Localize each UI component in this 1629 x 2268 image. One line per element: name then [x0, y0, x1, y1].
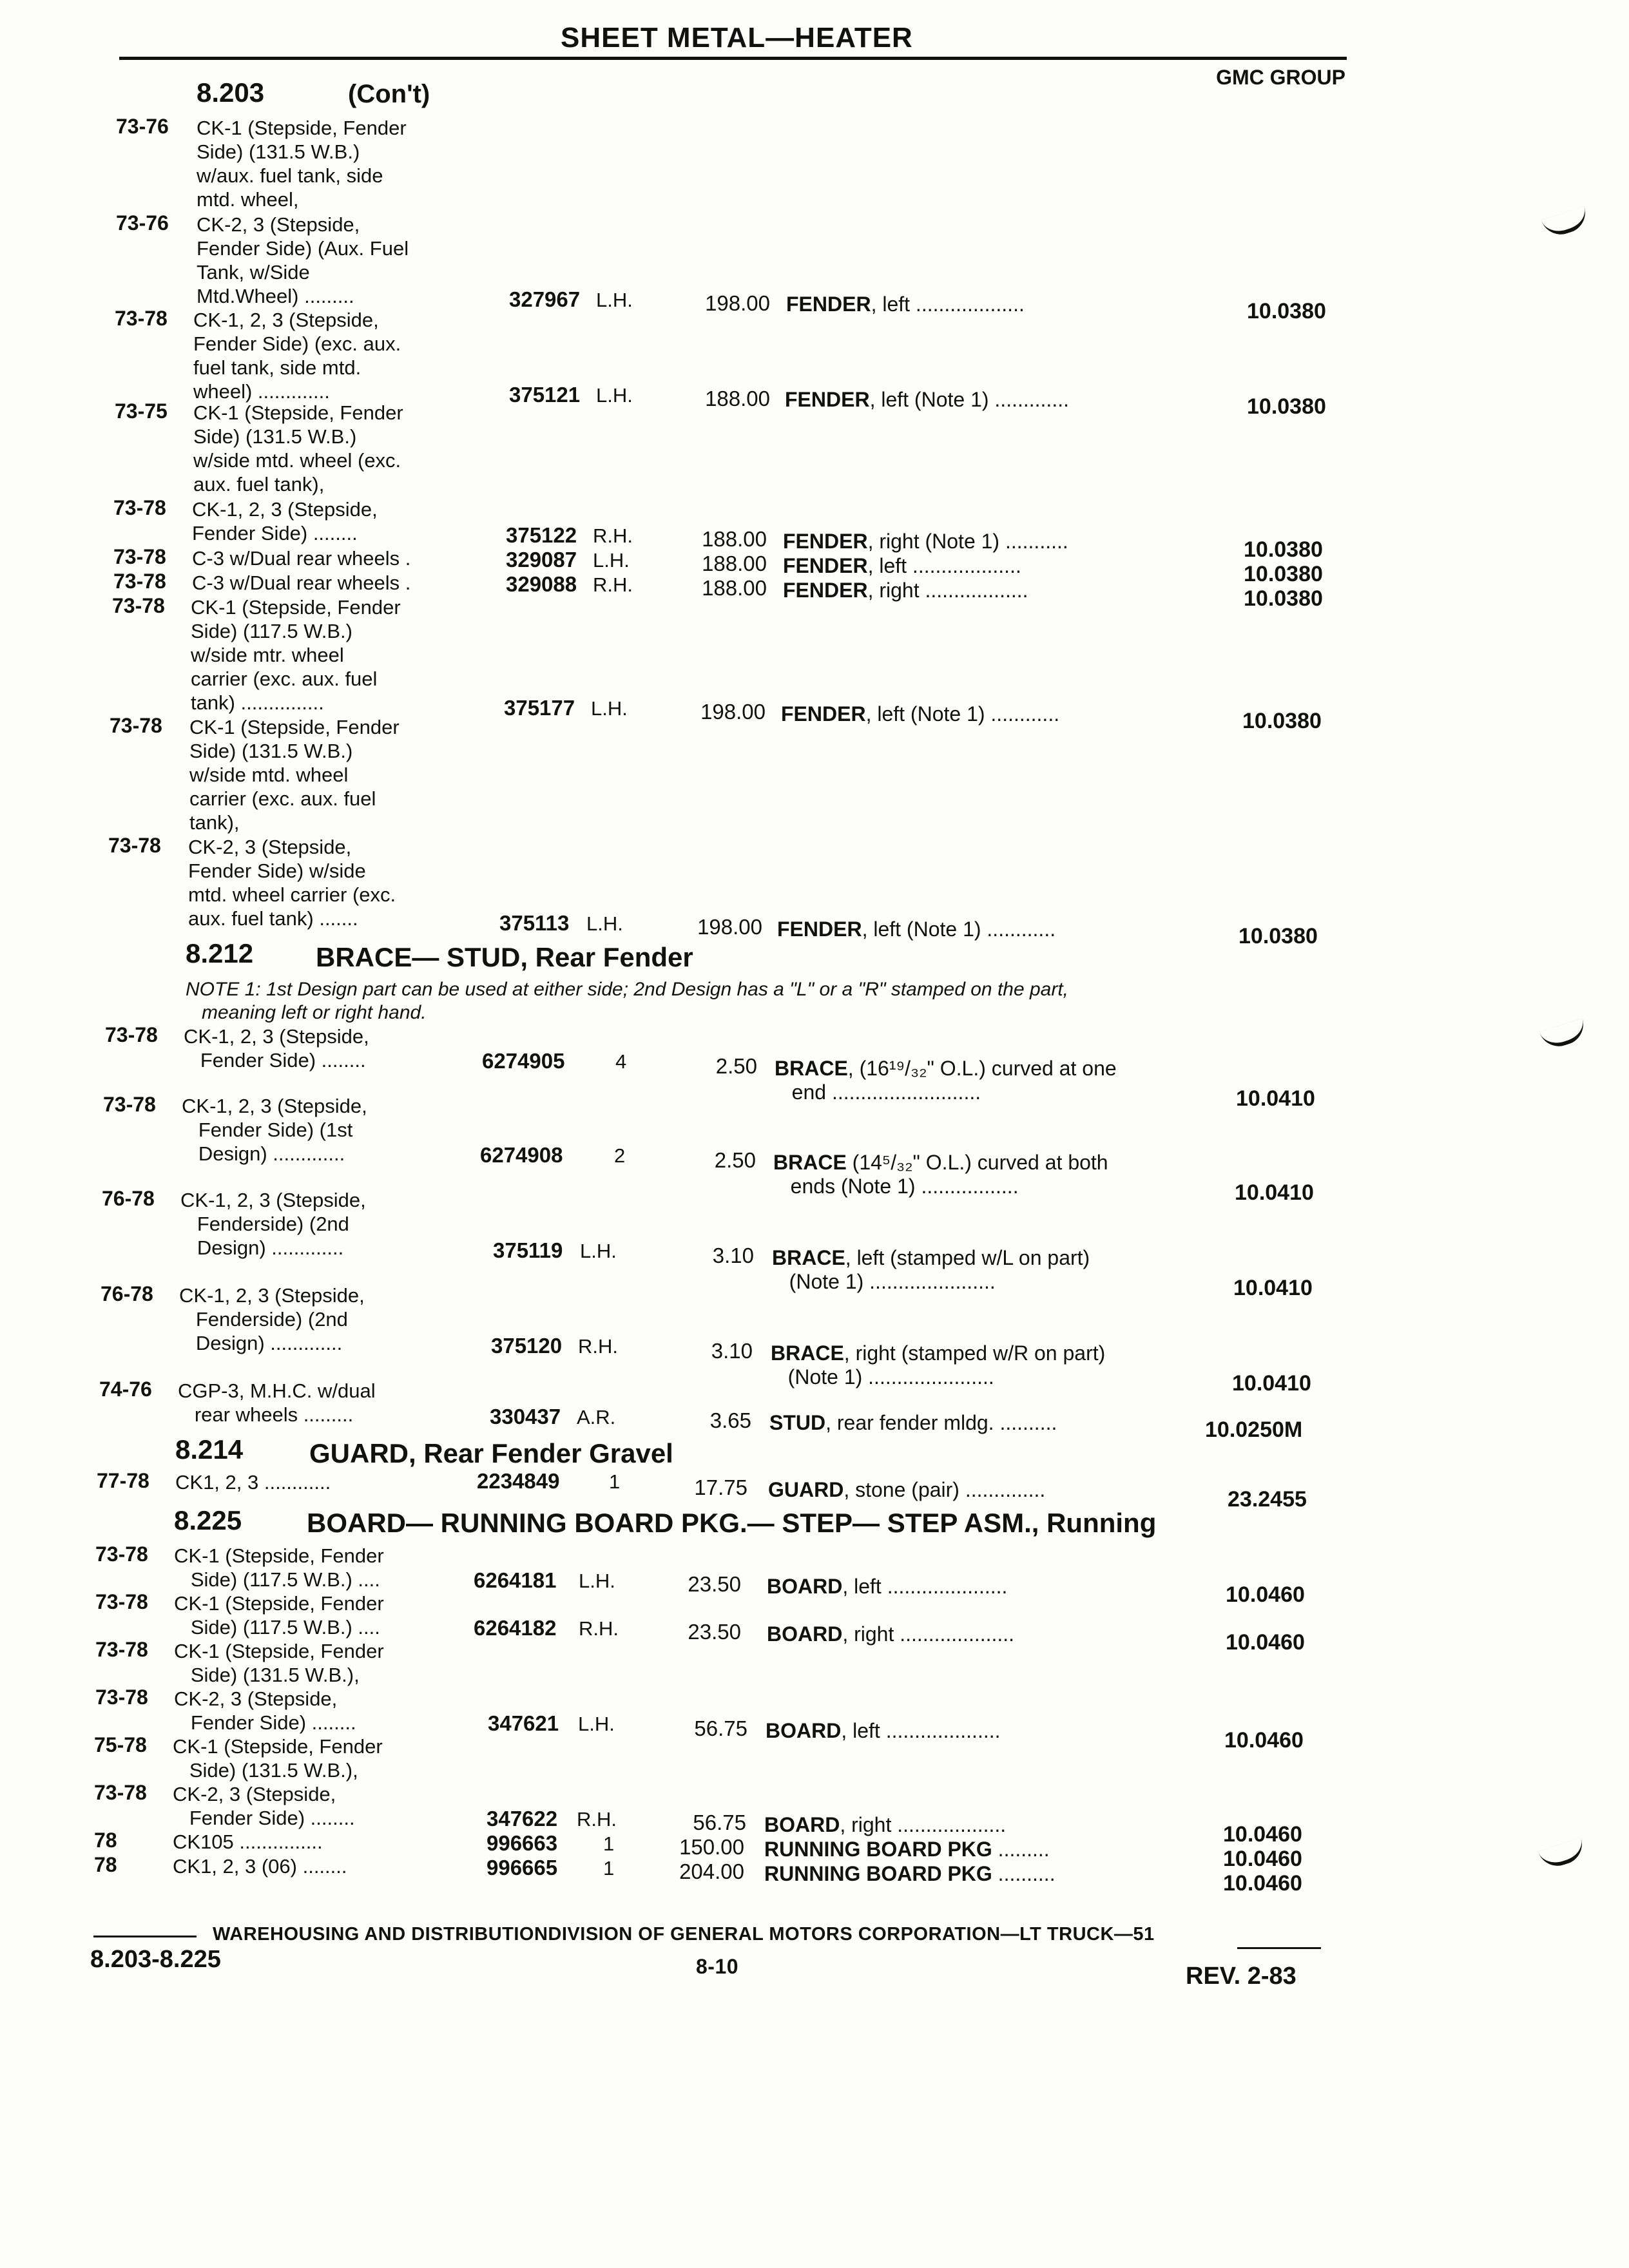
- model-year: 73-78: [112, 594, 165, 617]
- footer-section-range: 8.203-8.225: [90, 1946, 221, 1973]
- part-name-rest: (14⁵/₃₂" O.L.) curved at both ends (Note 1) .................: [790, 1151, 1108, 1198]
- part-qty: 1: [609, 1470, 621, 1493]
- part-name-bold: GUARD: [768, 1478, 844, 1501]
- entry-description: CK-1 (Stepside, Fender Side) (131.5 W.B.) w/side mtd. wheel carrier (exc. aux. fuel tank),: [189, 716, 400, 834]
- model-year: 73-78: [95, 1542, 148, 1566]
- part-name-bold: BRACE: [772, 1246, 845, 1269]
- catalog-code: 10.0410: [1233, 1276, 1313, 1300]
- entry-description: CK-2, 3 (Stepside, Fender Side) w/side mtd. wheel carrier (exc. aux. fuel tank) .......: [188, 836, 396, 930]
- model-year: 75-78: [94, 1733, 147, 1756]
- part-price: 150.00: [679, 1835, 744, 1859]
- part-name: [777, 918, 1055, 941]
- catalog-code: 10.0460: [1226, 1630, 1305, 1655]
- part-number: 327967: [509, 287, 581, 311]
- catalog-code: 10.0410: [1236, 1086, 1315, 1111]
- part-number: 330437: [490, 1405, 561, 1428]
- section-title: GUARD, Rear Fender Gravel: [309, 1438, 673, 1468]
- part-price: 204.00: [679, 1860, 744, 1883]
- part-name-rest: , left (Note 1) ............: [865, 702, 1060, 726]
- part-qty: 1: [603, 1857, 615, 1879]
- part-price: 2.50: [714, 1148, 756, 1172]
- part-price: 188.00: [702, 576, 767, 600]
- entry-description: CK105 ...............: [173, 1831, 323, 1853]
- catalog-code: 10.0410: [1232, 1371, 1311, 1396]
- part-qty: 2: [614, 1144, 626, 1167]
- section-number: 8.212: [186, 938, 254, 968]
- part-name: [769, 1411, 1057, 1435]
- catalog-code: 10.0380: [1244, 586, 1323, 611]
- catalog-code: 10.0460: [1224, 1728, 1304, 1753]
- model-year: 73-78: [108, 834, 161, 857]
- part-qty: R.H.: [579, 1617, 619, 1640]
- part-name-rest: , right ..................: [867, 579, 1028, 602]
- part-name-rest: , left (stamped w/L on part) (Note 1) ......................: [789, 1246, 1090, 1293]
- part-name: [775, 1057, 1117, 1104]
- part-number: 375121: [509, 383, 581, 407]
- model-year: 73-78: [103, 1093, 156, 1116]
- entry-description: CK-1, 2, 3 (Stepside, Fenderside) (2nd Design) .............: [180, 1189, 366, 1259]
- model-year: 73-76: [116, 115, 169, 138]
- model-year: 74-76: [99, 1378, 152, 1401]
- part-name: [772, 1246, 1090, 1294]
- entry-description: CK-1 (Stepside, Fender Side) (131.5 W.B.) w/aux. fuel tank, side mtd. wheel,: [197, 117, 407, 211]
- entry-description: CK-1, 2, 3 (Stepside, Fender Side) ........: [184, 1025, 369, 1072]
- part-price: 3.65: [709, 1408, 751, 1432]
- part-name-bold: BOARD: [764, 1813, 840, 1836]
- part-number: 6274905: [482, 1049, 565, 1073]
- part-name-bold: STUD: [769, 1411, 826, 1434]
- part-number: 375113: [499, 911, 570, 935]
- entry-description: CK-1, 2, 3 (Stepside, Fenderside) (2nd Design) .............: [179, 1284, 365, 1354]
- part-number: 375122: [506, 523, 577, 547]
- model-year: 73-78: [115, 307, 168, 330]
- entry-description: CK-1 (Stepside, Fender Side) (117.5 W.B.) ....: [174, 1544, 384, 1591]
- model-year: 78: [94, 1853, 117, 1876]
- part-qty: 1: [603, 1832, 615, 1855]
- entry-description: CK-1 (Stepside, Fender Side) (117.5 W.B.) ....: [174, 1592, 384, 1639]
- entry-description: C-3 w/Dual rear wheels .: [192, 547, 411, 570]
- catalog-code: 10.0460: [1223, 1847, 1302, 1871]
- catalog-code: 10.0460: [1223, 1822, 1302, 1847]
- catalog-code: 10.0250M: [1205, 1418, 1303, 1442]
- section-number: 8.214: [175, 1434, 244, 1465]
- part-price: 188.00: [702, 552, 767, 575]
- part-name: [766, 1719, 1001, 1743]
- part-price: 23.50: [688, 1620, 741, 1644]
- model-year: 73-78: [95, 1638, 148, 1661]
- entry-description: CK-2, 3 (Stepside, Fender Side) ........: [173, 1783, 355, 1829]
- catalog-code: 23.2455: [1228, 1487, 1307, 1512]
- part-price: 188.00: [705, 387, 770, 410]
- part-name-rest: , stone (pair) ..............: [843, 1478, 1046, 1501]
- entry-description: CK1, 2, 3 (06) ........: [173, 1855, 347, 1878]
- part-name-rest: , right (Note 1) ...........: [867, 530, 1068, 553]
- part-price: 198.00: [705, 291, 770, 315]
- header-rule: [119, 57, 1347, 60]
- part-qty: R.H.: [578, 1335, 618, 1358]
- section-number: 8.225: [174, 1505, 242, 1535]
- part-price: 3.10: [711, 1339, 753, 1363]
- part-number: 347621: [488, 1711, 559, 1735]
- part-name-rest: , left (Note 1) ............: [862, 918, 1056, 941]
- page-title: SHEET METAL—HEATER: [561, 22, 913, 53]
- model-year: 78: [94, 1829, 117, 1852]
- catalog-code: 10.0380: [1247, 394, 1326, 419]
- part-name-bold: FENDER: [786, 293, 871, 316]
- part-name-rest: , left ...................: [867, 554, 1021, 577]
- part-price: 188.00: [702, 527, 767, 551]
- part-name-rest: , right (stamped w/R on part) (Note 1) ......................: [787, 1341, 1106, 1389]
- entry-description: CK-1, 2, 3 (Stepside, Fender Side) ........: [192, 498, 378, 544]
- model-year: 73-78: [95, 1686, 148, 1709]
- part-qty: A.R.: [577, 1406, 616, 1428]
- part-name-bold: RUNNING BOARD PKG: [764, 1862, 992, 1885]
- model-year: 73-78: [94, 1781, 147, 1804]
- part-name-rest: , (16¹⁹/₃₂" O.L.) curved at one end ..........................: [791, 1057, 1117, 1104]
- entry-description: CK-1 (Stepside, Fender Side) (131.5 W.B.) w/side mtd. wheel (exc. aux. fuel tank),: [193, 401, 403, 495]
- part-name-bold: FENDER: [777, 918, 862, 941]
- model-year: 73-78: [113, 545, 166, 568]
- part-name-bold: BRACE: [771, 1341, 844, 1365]
- entry-description: CK-1, 2, 3 (Stepside, Fender Side) (exc. aux. fuel tank, side mtd. wheel) .............: [193, 309, 401, 403]
- model-year: 73-78: [95, 1590, 148, 1613]
- part-price: 2.50: [715, 1054, 757, 1078]
- entry-description: CK-1 (Stepside, Fender Side) (131.5 W.B.),: [174, 1640, 384, 1686]
- footer-revision: REV. 2-83: [1186, 1963, 1296, 1990]
- model-year: 73-78: [113, 496, 166, 519]
- model-year: 73-75: [115, 399, 168, 423]
- part-price: 23.50: [688, 1572, 741, 1596]
- part-number: 6264181: [474, 1568, 557, 1592]
- footer-division: WAREHOUSING AND DISTRIBUTIONDIVISION OF GENERAL MOTORS CORPORATION—LT TRUCK—51: [213, 1924, 1155, 1945]
- part-name-rest: , left (Note 1) .............: [869, 388, 1069, 411]
- part-number: 375177: [504, 696, 575, 720]
- part-name-bold: FENDER: [781, 702, 866, 726]
- entry-description: CK-2, 3 (Stepside, Fender Side) (Aux. Fuel Tank, w/Side Mtd.Wheel) .........: [197, 213, 409, 307]
- section-title: BOARD— RUNNING BOARD PKG.— STEP— STEP ASM., Running: [307, 1508, 1157, 1538]
- section-number: 8.203: [197, 77, 265, 108]
- part-name: [767, 1575, 1007, 1599]
- part-name-bold: BOARD: [766, 1719, 842, 1742]
- catalog-code: 10.0380: [1247, 299, 1326, 323]
- part-name-bold: BRACE: [775, 1057, 848, 1080]
- part-qty: R.H.: [577, 1808, 617, 1831]
- part-number: 375120: [491, 1334, 563, 1358]
- part-name: [768, 1478, 1045, 1502]
- model-year: 77-78: [97, 1469, 149, 1492]
- part-name-rest: .........: [992, 1838, 1050, 1861]
- part-name: [764, 1813, 1006, 1837]
- part-qty: L.H.: [579, 1570, 615, 1592]
- part-name: [783, 579, 1028, 602]
- model-year: 76-78: [101, 1282, 153, 1305]
- model-year: 76-78: [102, 1187, 155, 1210]
- part-price: 17.75: [694, 1475, 747, 1499]
- catalog-code: 10.0380: [1244, 537, 1323, 562]
- footer-page-number: 8-10: [696, 1955, 739, 1978]
- part-number: 6274908: [480, 1143, 563, 1167]
- part-name: [767, 1622, 1014, 1646]
- part-qty: L.H.: [596, 384, 633, 407]
- model-year: 73-78: [113, 570, 166, 593]
- part-price: 56.75: [694, 1716, 747, 1740]
- part-price: 198.00: [697, 915, 762, 939]
- note-text: NOTE 1: 1st Design part can be used at either side; 2nd Design has a "L" or a "R" stamped on the part, meaning left or right hand.: [186, 979, 1069, 1023]
- part-name-rest: , rear fender mldg. ..........: [825, 1411, 1057, 1434]
- part-price: 198.00: [700, 700, 766, 724]
- part-qty: L.H.: [593, 549, 630, 572]
- section-title: (Con't): [348, 80, 430, 108]
- part-name: [783, 554, 1021, 578]
- binder-mark: [1541, 206, 1590, 240]
- entry-description: CGP-3, M.H.C. w/dual rear wheels .........: [178, 1379, 376, 1426]
- part-name: [771, 1341, 1105, 1389]
- binder-mark: [1538, 1838, 1587, 1871]
- part-qty: R.H.: [593, 573, 633, 596]
- binder-mark: [1539, 1018, 1588, 1052]
- part-name: [781, 702, 1059, 726]
- catalog-code: 10.0460: [1226, 1582, 1305, 1607]
- part-qty: L.H.: [596, 289, 633, 311]
- part-qty: 4: [615, 1050, 627, 1073]
- part-name-bold: FENDER: [783, 579, 868, 602]
- part-name-bold: BRACE: [773, 1151, 847, 1174]
- part-name: [785, 388, 1069, 412]
- footer-rule-right: [1237, 1947, 1321, 1949]
- part-number: 996663: [487, 1831, 558, 1855]
- part-number: 6264182: [474, 1616, 557, 1640]
- part-name-bold: FENDER: [783, 554, 868, 577]
- part-name-rest: , right ...................: [840, 1813, 1007, 1836]
- entry-description: CK1, 2, 3 ............: [175, 1471, 331, 1494]
- group-label: GMC GROUP: [1216, 66, 1345, 89]
- section-title: BRACE— STUD, Rear Fender: [316, 942, 693, 972]
- part-qty: R.H.: [593, 524, 633, 547]
- part-number: 347622: [487, 1807, 558, 1831]
- part-name: [786, 293, 1025, 316]
- model-year: 73-78: [110, 714, 162, 737]
- model-year: 73-76: [116, 211, 169, 235]
- part-number: 2234849: [477, 1469, 560, 1493]
- part-number: 329088: [506, 572, 577, 596]
- part-qty: L.H.: [580, 1240, 617, 1262]
- part-qty: L.H.: [591, 697, 628, 720]
- catalog-code: 10.0380: [1244, 562, 1323, 586]
- entry-description: CK-2, 3 (Stepside, Fender Side) ........: [174, 1687, 356, 1734]
- part-name: [773, 1151, 1108, 1198]
- part-name: [764, 1862, 1055, 1886]
- part-name-bold: FENDER: [785, 388, 870, 411]
- part-qty: L.H.: [578, 1713, 615, 1735]
- part-name-rest: , left .....................: [842, 1575, 1008, 1598]
- catalog-code: 10.0410: [1235, 1180, 1314, 1205]
- part-qty: L.H.: [586, 912, 623, 935]
- part-price: 56.75: [693, 1811, 746, 1834]
- part-name-rest: , right ....................: [842, 1622, 1015, 1646]
- part-name-bold: FENDER: [783, 530, 868, 553]
- part-name-bold: BOARD: [767, 1622, 843, 1646]
- part-number: 996665: [487, 1856, 558, 1879]
- part-number: 329087: [506, 548, 577, 572]
- entry-description: C-3 w/Dual rear wheels .: [192, 572, 411, 594]
- part-number: 375119: [493, 1238, 563, 1262]
- catalog-code: 10.0460: [1223, 1871, 1302, 1896]
- entry-description: CK-1 (Stepside, Fender Side) (131.5 W.B.),: [173, 1735, 383, 1782]
- part-price: 3.10: [712, 1244, 754, 1267]
- part-name: [783, 530, 1068, 553]
- entry-description: CK-1 (Stepside, Fender Side) (117.5 W.B.) w/side mtr. wheel carrier (exc. aux. fuel tank) ...............: [191, 596, 401, 714]
- part-name-rest: ..........: [992, 1862, 1055, 1885]
- entry-description: CK-1, 2, 3 (Stepside, Fender Side) (1st Design) .............: [182, 1095, 367, 1165]
- part-name-bold: BOARD: [767, 1575, 843, 1598]
- part-name: [764, 1838, 1050, 1861]
- model-year: 73-78: [105, 1023, 158, 1046]
- part-name-rest: , left ....................: [841, 1719, 1001, 1742]
- catalog-code: 10.0380: [1242, 709, 1322, 733]
- part-name-bold: RUNNING BOARD PKG: [764, 1838, 992, 1861]
- part-name-rest: , left ...................: [871, 293, 1025, 316]
- catalog-code: 10.0380: [1239, 924, 1318, 948]
- footer-rule-left: [93, 1936, 197, 1937]
